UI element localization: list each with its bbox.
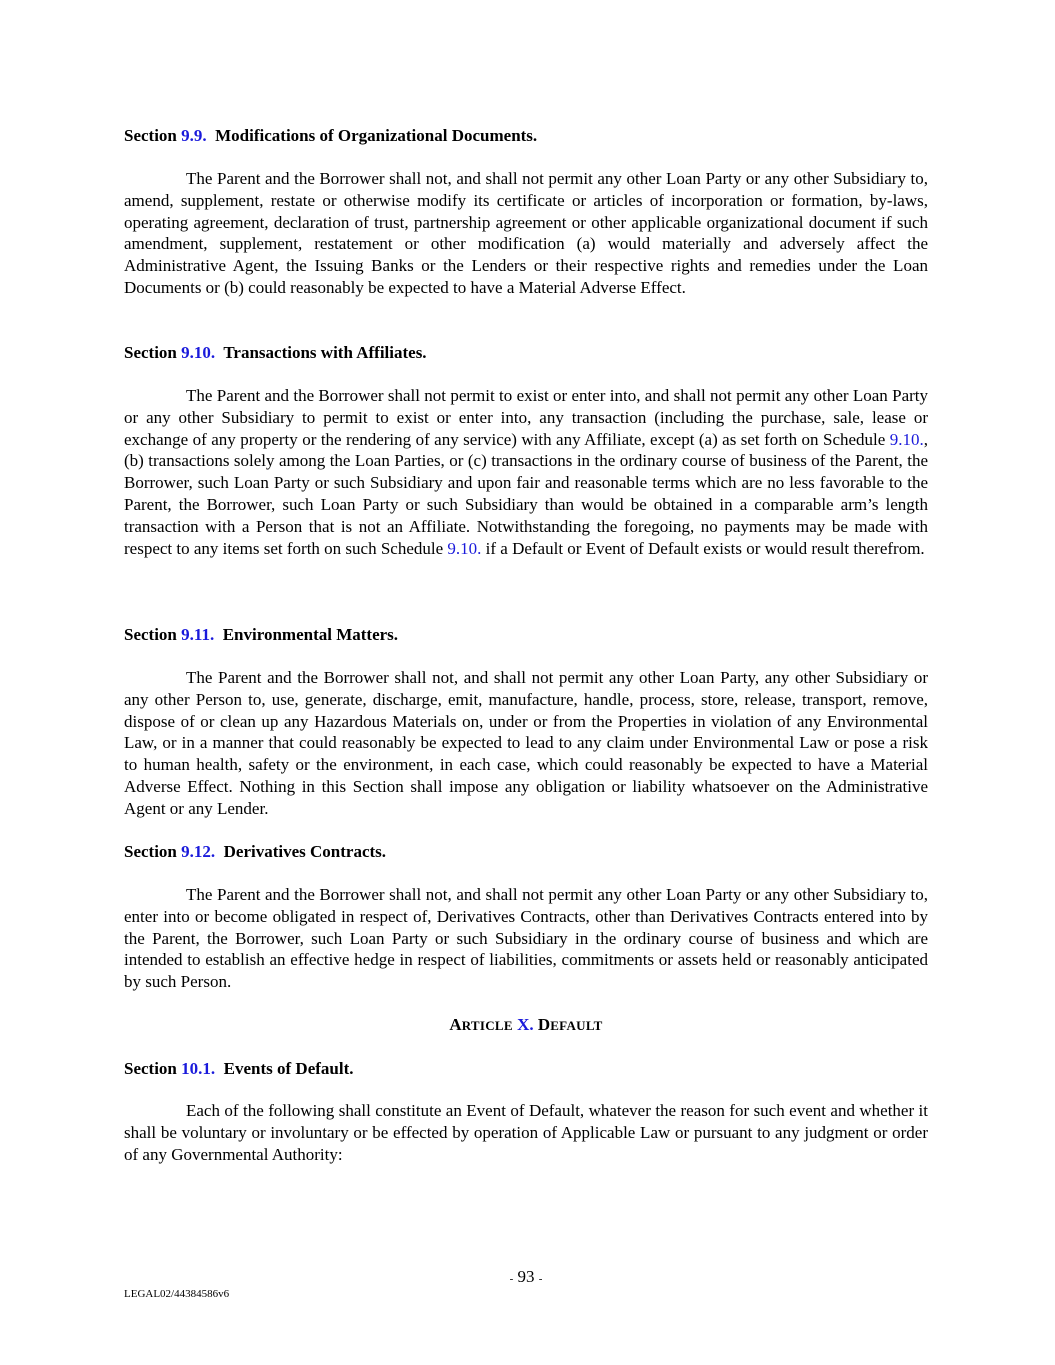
schedule-link[interactable]: 9.10. — [447, 538, 482, 558]
article-heading — [124, 1014, 928, 1037]
section-heading-10-1 — [124, 1058, 354, 1080]
section-title: Transactions with Affiliates. — [223, 343, 427, 362]
article-word-rest: RTICLE — [461, 1018, 513, 1033]
section-body-10-1: Each of the following shall constitute an Event of Default, whatever the reason for such event and whether it shall be voluntary or involuntary or be effected by operation of Applicable Law or pursuant to any judgment or order of any Governmental Authority: — [124, 1101, 928, 1164]
section-title: Derivatives Contracts. — [223, 842, 387, 861]
section-title: Events of Default. — [223, 1059, 354, 1078]
page-number-dash: - — [509, 1273, 514, 1285]
section-label: Section — [124, 625, 177, 644]
document-id: LEGAL02/44384586v6 — [124, 1288, 230, 1300]
section-title: Environmental Matters. — [222, 625, 399, 644]
section-label: Section — [124, 126, 177, 145]
section-body-9-10 — [124, 385, 928, 559]
section-title: Modifications of Organizational Documents. — [215, 126, 538, 145]
section-body-9-9: The Parent and the Borrower shall not, and shall not permit any other Loan Party or any other Subsidiary to, amend, supplement, restate or otherwise modify its certificate or articles of incorporation or formation, by-laws, operating agreement, declaration of trust, partnership agreement or other applicable organizational document if such amendment, supplement, restatement or other modification (a) would materially and adversely affect the Administrative Agent, the Issuing Banks or the Lenders or their respective rights and remedies under the Loan Documents or (b) could reasonably be expected to have a Material Adverse Effect. — [124, 169, 928, 297]
article-word-initial: A — [449, 1015, 462, 1034]
section-label: Section — [124, 1059, 177, 1078]
section-number-link[interactable]: 9.11. — [181, 625, 215, 644]
section-label: Section — [124, 343, 177, 362]
section-number-link[interactable]: 9.10. — [181, 343, 216, 362]
page-number — [124, 1266, 928, 1290]
article-title-initial: D — [537, 1015, 551, 1034]
schedule-link[interactable]: 9.10. — [889, 429, 924, 449]
section-heading-9-10 — [124, 342, 427, 364]
section-body-9-11: The Parent and the Borrower shall not, and shall not permit any other Loan Party, any other Subsidiary or any other Person to, use, generate, discharge, emit, manufacture, handle, process, store, release, transport, remove, dispose of or clean up any Hazardous Materials on, under or from the Properties in violation of any Environmental Law, or in a manner that could reasonably be expected to lead to any claim under Environmental Law or pose a risk to human health, safety or the environment, in each case, which could reasonably be expected to have a Material Adverse Effect. Nothing in this Section shall impose any obligation or liability whatsoever on the Administrative Agent or any Lender. — [124, 668, 928, 818]
page-number-dash: - — [538, 1273, 543, 1285]
body-text: The Parent and the Borrower shall not permit to exist or enter into, and shall not permit any other Loan Party or any other Subsidiary to permit to exist or enter into, any transaction (including the purchase, sale, lease or exchange of any property or the rendering of any service) with any Affiliate, except (a) as set forth on Schedule — [124, 386, 928, 449]
article-number-link[interactable]: X. — [517, 1015, 534, 1034]
section-label: Section — [124, 842, 177, 861]
section-heading-9-12 — [124, 841, 386, 863]
section-heading-9-11 — [124, 624, 398, 646]
section-number-link[interactable]: 9.12. — [181, 842, 216, 861]
body-text: if a Default or Event of Default exists or would result therefrom. — [481, 538, 925, 558]
article-title-rest: EFAULT — [550, 1018, 603, 1033]
section-number-link[interactable]: 10.1. — [181, 1059, 216, 1078]
section-number-link[interactable]: 9.9. — [181, 126, 207, 145]
body-text: , (b) transactions solely among the Loan Parties, or (c) transactions in the ordinary course of business of the Parent, the Borrower, such Loan Party or such Subsidiary and upon fair and reasonable terms which are no less favorable to the Parent, the Borrower, such Loan Party or such Subsidiary than would be obtained in a comparable arm’s length transaction with a Person that is not an Affiliate. Notwithstanding the foregoing, no payments may be made with respect to any items set forth on such Schedule — [124, 429, 928, 558]
page-number-value: 93 — [517, 1267, 535, 1286]
section-heading-9-9 — [124, 125, 537, 147]
section-body-9-12: The Parent and the Borrower shall not, and shall not permit any other Loan Party or any other Subsidiary to, enter into or become obligated in respect of, Derivatives Contracts, other than Derivatives Contracts entered into by the Parent, the Borrower, such Loan Party or such Subsidiary in the ordinary course of business and which are intended to establish an effective hedge in respect of liabilities, commitments or assets held or reasonably anticipated by such Person. — [124, 885, 928, 992]
